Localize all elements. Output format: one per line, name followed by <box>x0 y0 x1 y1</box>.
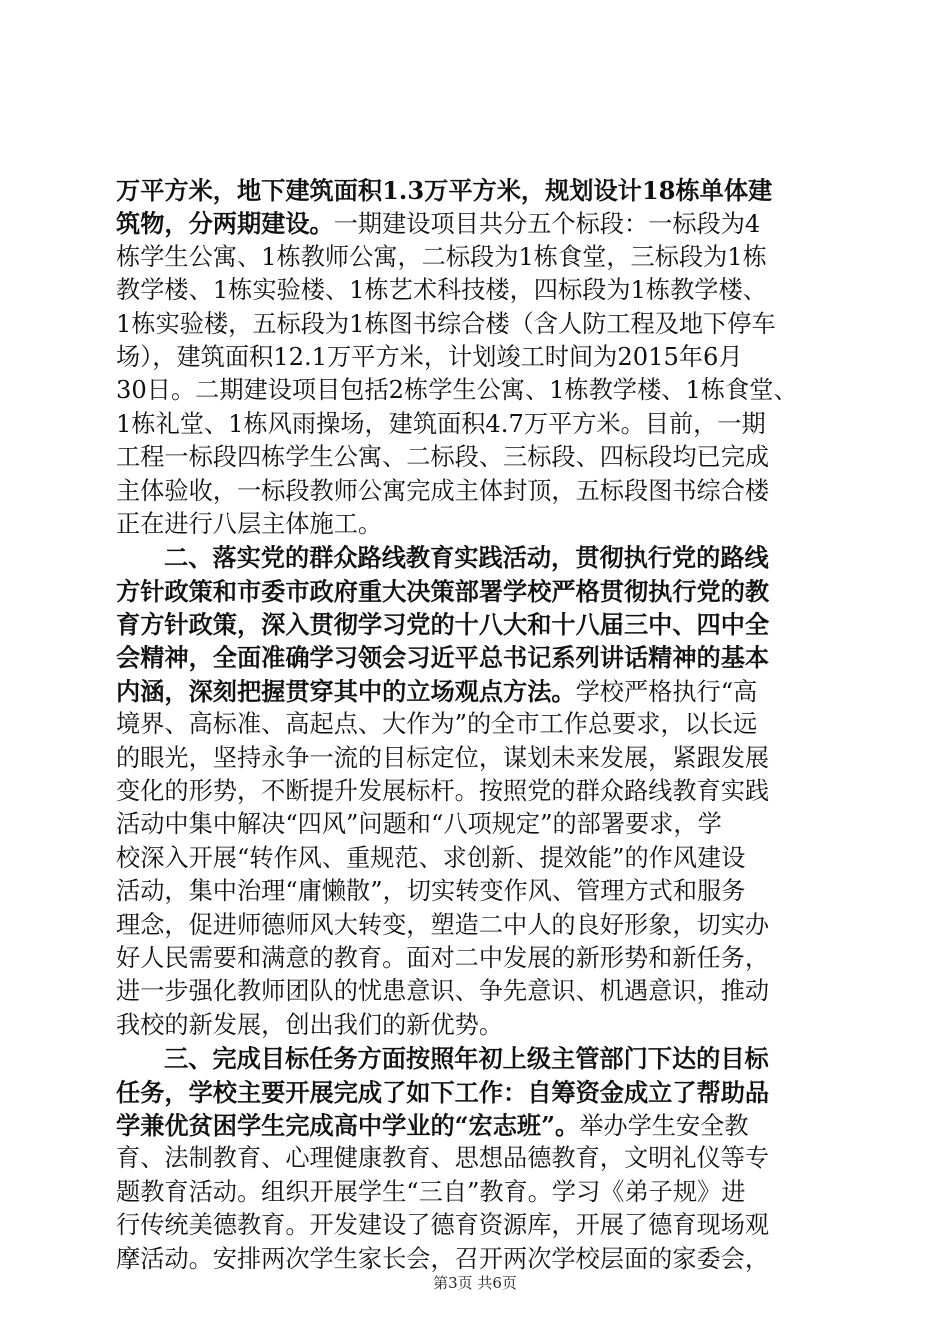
text-line <box>116 308 836 341</box>
body-text: 行传统美德教育。开发建设了德育资源库，开展了德育现场观 <box>116 1211 770 1240</box>
text-line <box>116 675 836 708</box>
body-text: 举办学生安全教 <box>579 1111 749 1140</box>
text-line <box>116 909 836 942</box>
text-line <box>116 341 836 374</box>
bold-text: 育方针政策，深入贯彻学习党的十八大和十八届三中、四中全 <box>116 610 770 640</box>
body-text: 1栋实验楼，五标段为1栋图书综合楼（含人防工程及地下停车 <box>116 309 776 338</box>
bold-text: 方针政策和市委市政府重大决策部署学校严格贯彻执行党的教 <box>116 576 770 606</box>
bold-text: 学兼优贫困学生完成高中学业的“宏志班”。 <box>116 1110 580 1140</box>
body-text: 学校严格执行“高 <box>575 677 758 706</box>
text-line <box>116 1142 836 1175</box>
text-line <box>116 1209 836 1242</box>
text-line <box>116 541 836 574</box>
text-line <box>116 174 836 207</box>
bold-text: 二、落实党的群众路线教育实践活动，贯彻执行党的路线 <box>164 543 769 573</box>
bold-text: 筑物，分两期建设。 <box>116 209 334 239</box>
body-text: 主体验收，一标段教师公寓完成主体封顶，五标段图书综合楼 <box>116 476 770 505</box>
body-text: 境界、高标准、高起点、大作为”的全市工作总要求，以长远 <box>116 710 758 739</box>
body-text: 工程一标段四栋学生公寓、二标段、三标段、四标段均已完成 <box>116 443 770 472</box>
paragraph-1 <box>116 174 836 541</box>
page-footer: 第3页 共6页 <box>433 1274 517 1292</box>
body-text: 一期建设项目共分五个标段：一标段为4 <box>333 210 761 239</box>
text-line <box>116 441 836 474</box>
text-line <box>116 608 836 641</box>
body-text: 的眼光，坚持永争一流的目标定位，谋划未来发展，紧跟发展 <box>116 743 770 772</box>
paragraph-2 <box>116 541 836 1042</box>
text-line <box>116 1009 836 1042</box>
bold-text: 三、完成目标任务方面按照年初上级主管部门下达的目标 <box>164 1044 769 1074</box>
text-line <box>116 641 836 674</box>
text-line <box>116 975 836 1008</box>
body-text: 摩活动。安排两次学生家长会，召开两次学校层面的家委会， <box>116 1244 770 1273</box>
text-line <box>116 842 836 875</box>
text-line <box>116 808 836 841</box>
text-line <box>116 1076 836 1109</box>
body-text: 教学楼、1栋实验楼、1栋艺术科技楼，四标段为1栋教学楼、 <box>116 276 767 305</box>
text-line <box>116 1042 836 1075</box>
text-line <box>116 742 836 775</box>
text-line <box>116 274 836 307</box>
body-text: 栋学生公寓、1栋教师公寓，二标段为1栋食堂，三标段为1栋 <box>116 242 767 271</box>
text-line <box>116 207 836 240</box>
body-text: 30日。二期建设项目包括2栋学生公寓、1栋教学楼、1栋食堂、 <box>116 376 798 405</box>
paragraph-3 <box>116 1042 836 1276</box>
text-line <box>116 374 836 407</box>
text-line <box>116 942 836 975</box>
text-line <box>116 775 836 808</box>
document-body <box>116 174 836 1276</box>
body-text: 校深入开展“转作风、重规范、求创新、提效能”的作风建设 <box>116 843 746 872</box>
body-text: 题教育活动。组织开展学生“三自”教育。学习《弟子规》进 <box>116 1177 746 1206</box>
text-line <box>116 1176 836 1209</box>
body-text: 正在进行八层主体施工。 <box>116 509 383 538</box>
body-text: 场），建筑面积12.1万平方米，计划竣工时间为2015年6月 <box>116 342 743 371</box>
body-text: 理念，促进师德师风大转变，塑造二中人的良好形象，切实办 <box>116 910 770 939</box>
text-line <box>116 408 836 441</box>
body-text: 活动，集中治理“庸懒散”，切实转变作风、管理方式和服务 <box>116 877 746 906</box>
bold-text: 任务，学校主要开展完成了如下工作：自筹资金成立了帮助品 <box>116 1077 770 1107</box>
bold-text: 内涵，深刻把握贯穿其中的立场观点方法。 <box>116 676 576 706</box>
text-line <box>116 1243 836 1276</box>
body-text: 活动中集中解决“四风”问题和“八项规定”的部署要求，学 <box>116 810 722 839</box>
text-line <box>116 875 836 908</box>
body-text: 变化的形势，不断提升发展标杆。按照党的群众路线教育实践 <box>116 777 770 806</box>
text-line <box>116 575 836 608</box>
text-line <box>116 241 836 274</box>
bold-text: 会精神，全面准确学习领会习近平总书记系列讲话精神的基本 <box>116 643 770 673</box>
body-text: 我校的新发展，创出我们的新优势。 <box>116 1010 504 1039</box>
body-text: 1栋礼堂、1栋风雨操场，建筑面积4.7万平方米。目前，一期 <box>116 409 766 438</box>
body-text: 好人民需要和满意的教育。面对二中发展的新形势和新任务， <box>116 943 770 972</box>
text-line <box>116 508 836 541</box>
bold-text: 万平方米，地下建筑面积1.3万平方米，规划设计18栋单体建 <box>116 176 773 205</box>
body-text: 进一步强化教师团队的忧患意识、争先意识、机遇意识，推动 <box>116 977 770 1006</box>
text-line <box>116 475 836 508</box>
text-line <box>116 708 836 741</box>
body-text: 育、法制教育、心理健康教育、思想品德教育，文明礼仪等专 <box>116 1144 770 1173</box>
text-line <box>116 1109 836 1142</box>
